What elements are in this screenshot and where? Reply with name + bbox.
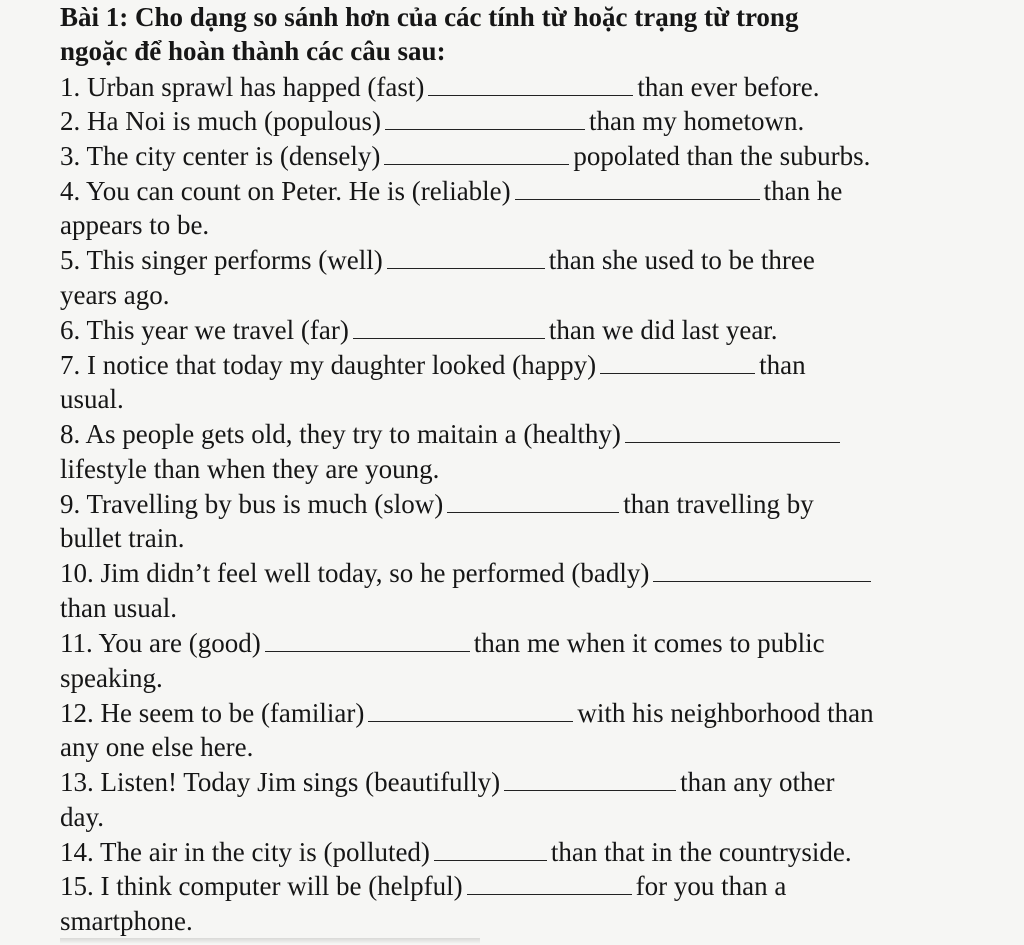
item-11-text: 11. You are (good) (60, 628, 261, 658)
item-5-blank[interactable] (387, 246, 545, 269)
item-6 (60, 313, 778, 347)
item-14 (60, 835, 852, 869)
item-14-tail: than that in the countryside. (550, 837, 852, 867)
item-15-cont: smartphone. (60, 906, 193, 936)
item-8-cont: lifestyle than when they are young. (60, 454, 440, 484)
item-5-cont: years ago. (60, 280, 170, 310)
item-3-tail: popolated than the suburbs. (573, 141, 871, 171)
item-11-cont: speaking. (60, 663, 163, 693)
item-15-tail: for you than a (635, 871, 787, 901)
item-9-text: 9. Travelling by bus is much (slow) (60, 489, 444, 519)
item-6-text: 6. This year we travel (far) (60, 315, 349, 345)
item-12-text: 12. He seem to be (familiar) (60, 698, 365, 728)
item-9-blank[interactable] (447, 490, 619, 513)
item-4-blank[interactable] (515, 177, 760, 200)
item-15-blank[interactable] (467, 872, 632, 895)
item-15 (60, 869, 786, 903)
item-12-tail: with his neighborhood than (577, 698, 874, 728)
item-5-tail: than she used to be three (548, 245, 815, 275)
item-10-cont: than usual. (60, 593, 177, 623)
item-10 (60, 556, 875, 590)
item-13-cont: day. (60, 802, 104, 832)
item-9-tail: than travelling by (623, 489, 814, 519)
exercise-title: Bài 1: Cho dạng so sánh hơn của các tính từ hoặc trạng từ trong (60, 2, 799, 32)
item-13-text: 13. Listen! Today Jim sings (beautifully) (60, 767, 501, 797)
item-9-cont: bullet train. (60, 523, 185, 553)
item-10-blank[interactable] (653, 559, 871, 582)
item-2 (60, 104, 804, 138)
item-5-text: 5. This singer performs (well) (60, 245, 383, 275)
item-3-blank[interactable] (384, 142, 569, 165)
item-8 (60, 417, 844, 451)
item-7-text: 7. I notice that today my daughter looked (happy) (60, 350, 597, 380)
item-14-text: 14. The air in the city is (polluted) (60, 837, 430, 867)
item-7-blank[interactable] (600, 351, 755, 374)
item-1-tail: than ever before. (637, 72, 820, 102)
item-7 (60, 348, 806, 382)
item-8-blank[interactable] (625, 420, 840, 443)
item-2-tail: than my hometown. (588, 106, 805, 136)
item-2-blank[interactable] (385, 107, 585, 130)
item-11-tail: than me when it comes to public (473, 628, 825, 658)
exercise-title-cont: ngoặc để hoàn thành các câu sau: (60, 36, 446, 66)
item-12 (60, 696, 874, 730)
item-11 (60, 626, 825, 660)
item-12-blank[interactable] (368, 699, 573, 722)
item-15-text: 15. I think computer will be (helpful) (60, 871, 463, 901)
item-13-blank[interactable] (504, 768, 676, 791)
item-5 (60, 243, 815, 277)
item-1-text: 1. Urban sprawl has happed (fast) (60, 72, 425, 102)
item-4 (60, 174, 842, 208)
item-4-tail: than he (763, 176, 843, 206)
item-3 (60, 139, 870, 173)
item-7-cont: usual. (60, 384, 124, 414)
item-6-blank[interactable] (353, 316, 545, 339)
item-9 (60, 487, 814, 521)
item-10-text: 10. Jim didn’t feel well today, so he performed (badly) (60, 558, 650, 588)
item-1 (60, 70, 820, 104)
item-6-tail: than we did last year. (548, 315, 778, 345)
item-2-text: 2. Ha Noi is much (populous) (60, 106, 381, 136)
item-12-cont: any one else here. (60, 732, 254, 762)
item-3-text: 3. The city center is (densely) (60, 141, 381, 171)
item-11-blank[interactable] (265, 629, 470, 652)
item-4-text: 4. You can count on Peter. He is (reliable) (60, 176, 511, 206)
item-14-blank[interactable] (434, 838, 547, 861)
item-8-text: 8. As people gets old, they try to maitain a (healthy) (60, 419, 621, 449)
page-edge-shadow (60, 938, 480, 944)
item-13-tail: than any other (680, 767, 835, 797)
item-13 (60, 765, 835, 799)
item-7-tail: than (759, 350, 806, 380)
item-4-cont: appears to be. (60, 210, 210, 240)
item-1-blank[interactable] (428, 73, 633, 96)
